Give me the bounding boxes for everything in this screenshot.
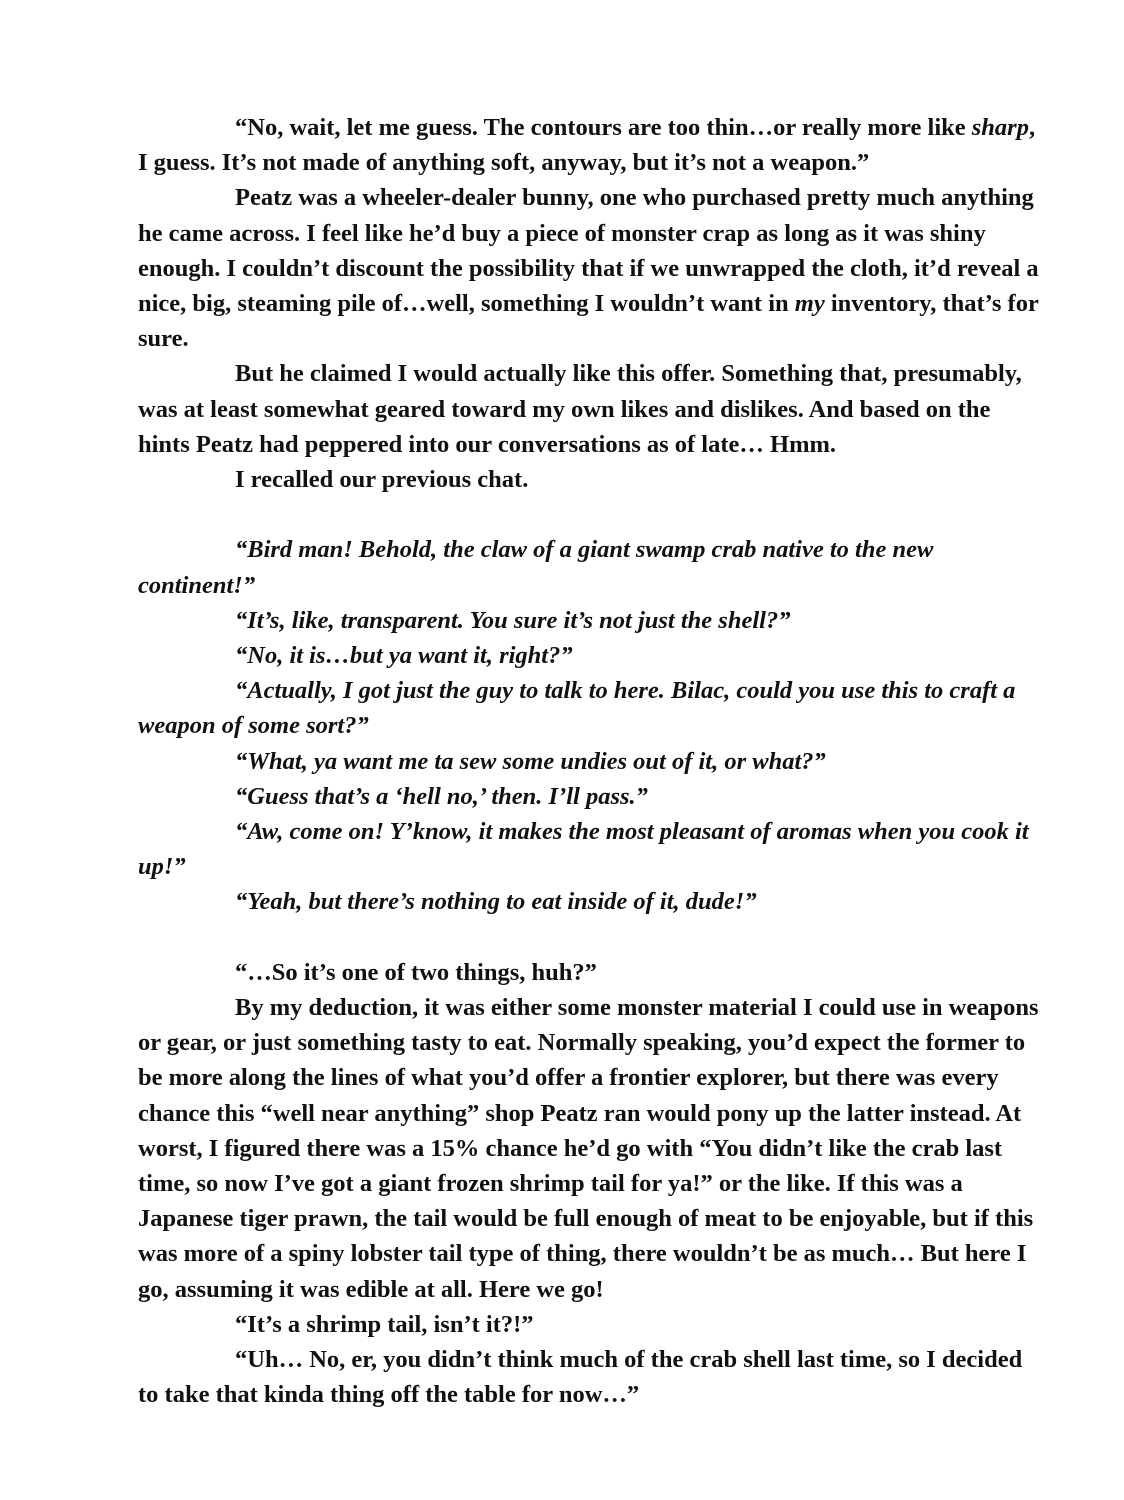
flashback-dialogue-paragraph xyxy=(138,814,1048,884)
emphasis-text: my xyxy=(794,290,825,318)
flashback-dialogue-paragraph xyxy=(138,779,1048,814)
flashback-dialogue-paragraph xyxy=(138,532,1048,602)
paragraph-text: “…So it’s one of two things, huh?” xyxy=(235,958,597,986)
paragraph-text: , I guess. It’s not made of anything soft, anyway, but it’s not a weapon.” xyxy=(138,114,1036,177)
paragraph-text: “No, it is…but ya want it, right?” xyxy=(235,642,573,670)
flashback-dialogue-paragraph xyxy=(138,673,1048,743)
body-paragraph xyxy=(138,180,1048,356)
flashback-dialogue-paragraph xyxy=(138,638,1048,673)
paragraph-text: “Bird man! Behold, the claw of a giant swamp crab native to the new continent!” xyxy=(138,536,934,599)
section-break xyxy=(138,497,1048,532)
flashback-dialogue-paragraph xyxy=(138,603,1048,638)
body-paragraph xyxy=(138,1307,1048,1342)
paragraph-text: “It’s a shrimp tail, isn’t it?!” xyxy=(235,1310,534,1338)
body-paragraph xyxy=(138,110,1048,180)
paragraph-text: “Aw, come on! Y’know, it makes the most pleasant of aromas when you cook it up!” xyxy=(138,818,1029,881)
paragraph-text: But he claimed I would actually like this offer. Something that, presumably, was at least somewhat geared toward my own likes and dislikes. And based on the hints Peatz had peppered into our conversations as of late… Hmm. xyxy=(138,360,1022,458)
section-break xyxy=(138,920,1048,955)
paragraph-text: “Actually, I got just the guy to talk to here. Bilac, could you use this to craft a weapon of some sort?” xyxy=(138,677,1016,740)
paragraph-text: “Guess that’s a ‘hell no,’ then. I’ll pass.” xyxy=(235,782,648,810)
body-paragraph xyxy=(138,990,1048,1307)
paragraph-text: “No, wait, let me guess. The contours are too thin…or really more like xyxy=(235,114,972,141)
paragraph-text: inventory, that’s for sure. xyxy=(138,290,1039,353)
paragraph-text: “Yeah, but there’s nothing to eat inside of it, dude!” xyxy=(235,888,757,916)
body-paragraph xyxy=(138,462,1048,497)
paragraph-text: “Uh… No, er, you didn’t think much of the crab shell last time, so I decided to take that kinda thing off the table for now…” xyxy=(138,1346,1023,1409)
body-paragraph xyxy=(138,955,1048,990)
paragraph-text: Peatz was a wheeler-dealer bunny, one who purchased pretty much anything he came across. I feel like he’d buy a piece of monster crap as long as it was shiny enough. I couldn’t discount the possibility that if we unwrapped the cloth, it’d reveal a nice, big, steaming pile of…well, something I wouldn’t want in xyxy=(138,184,1039,318)
flashback-dialogue-paragraph xyxy=(138,884,1048,919)
paragraph-text: By my deduction, it was either some monster material I could use in weapons or gear, or just something tasty to eat. Normally speaking, you’d expect the former to be more along the lines of what you’d offer a frontier explorer, but there was every chance this “well near anything” shop Peatz ran would pony up the latter instead. At worst, I figured there was a 15% chance he’d go with “You didn’t like the crab last time, so now I’ve got a giant frozen shrimp tail for ya!” or the like. If this was a Japanese tiger prawn, the tail would be full enough of meat to be enjoyable, but if this was more of a spiny lobster tail type of thing, there wouldn’t be as much… But here I go, assuming it was edible at all. Here we go! xyxy=(138,994,1039,1303)
paragraph-text: “It’s, like, transparent. You sure it’s not just the shell?” xyxy=(235,606,791,634)
paragraph-text: I recalled our previous chat. xyxy=(235,466,529,494)
document-page xyxy=(138,110,1048,1412)
body-paragraph xyxy=(138,1342,1048,1412)
flashback-dialogue-paragraph xyxy=(138,744,1048,779)
emphasis-text: sharp xyxy=(971,114,1029,141)
body-paragraph xyxy=(138,356,1048,462)
paragraph-text: “What, ya want me ta sew some undies out of it, or what?” xyxy=(235,747,826,775)
